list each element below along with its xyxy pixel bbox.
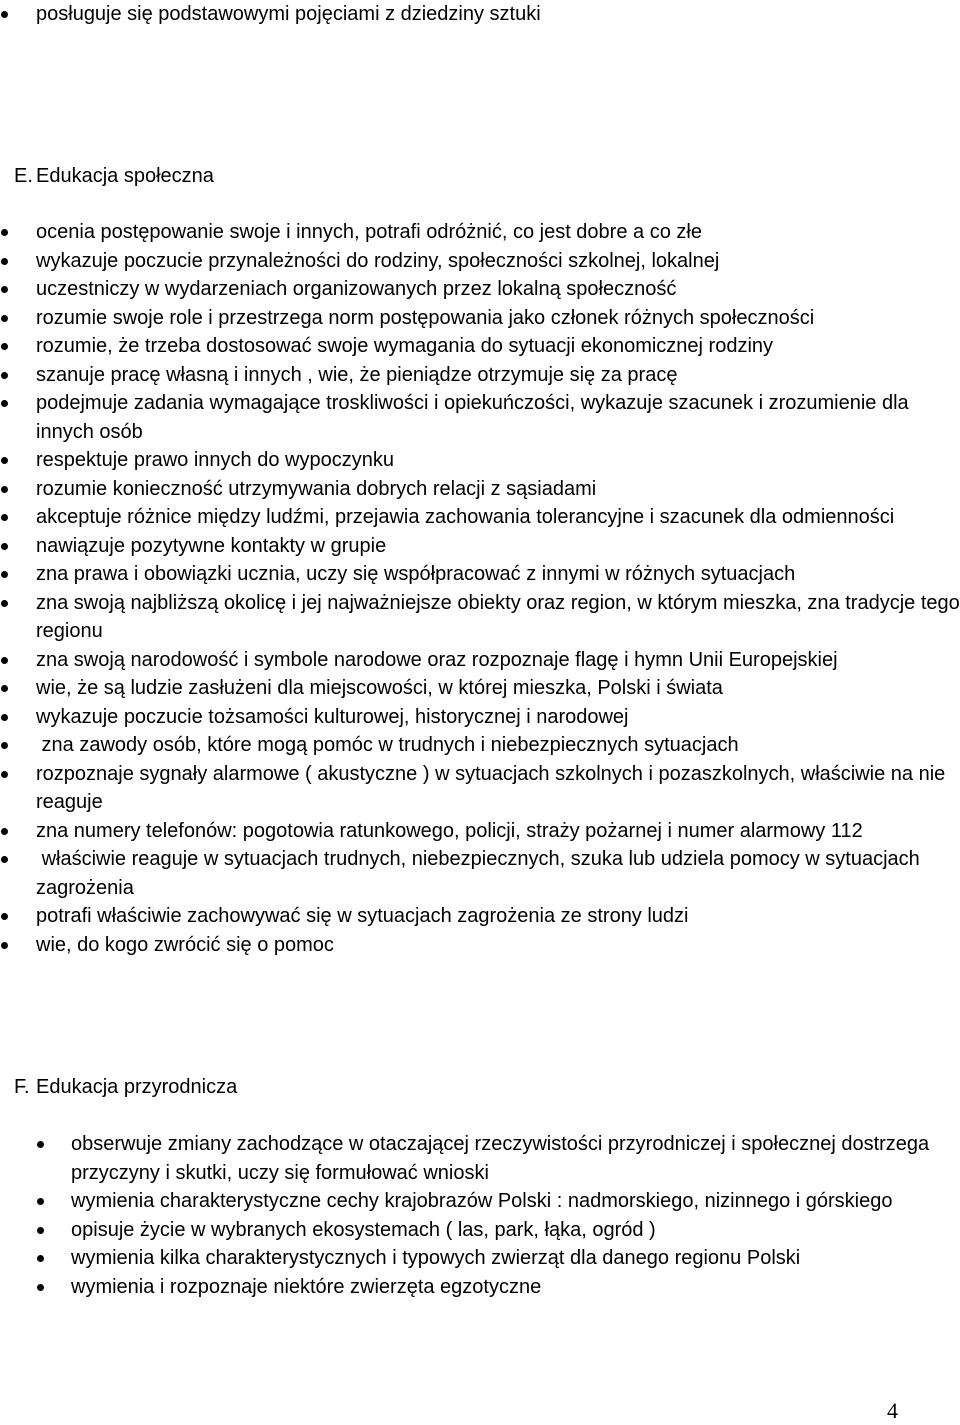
list-item: posługuje się podstawowymi pojęciami z dziedziny sztuki [0,0,950,29]
list-item: respektuje prawo innych do wypoczynku [0,446,960,475]
section-letter: F. [14,1076,30,1098]
list-item: rozumie, że trzeba dostosować swoje wymagania do sytuacji ekonomicznej rodziny [0,332,960,361]
list-item: wie, do kogo zwrócić się o pomoc [0,931,960,960]
list-item: rozumie swoje role i przestrzega norm postępowania jako członek różnych społeczności [0,304,960,333]
section-title: Edukacja przyrodnicza [36,1076,238,1098]
section-heading-f [0,1073,237,1102]
list-item: wykazuje poczucie tożsamości kulturowej, historycznej i narodowej [0,703,960,732]
list-item: uczestniczy w wydarzeniach organizowanych przez lokalną społeczność [0,275,960,304]
list-item: rozpoznaje sygnały alarmowe ( akustyczne ) w sytuacjach szkolnych i pozaszkolnych, właściwie na nie reaguje [0,760,960,817]
list-item: wymienia kilka charakterystycznych i typowych zwierząt dla danego regionu Polski [0,1244,940,1273]
list-item: potrafi właściwie zachowywać się w sytuacjach zagrożenia ze strony ludzi [0,902,960,931]
list-item: zna swoją najbliższą okolicę i jej najważniejsze obiekty oraz region, w którym mieszka, zna tradycje tego regionu [0,589,960,646]
list-item: wie, że są ludzie zasłużeni dla miejscowości, w której mieszka, Polski i świata [0,674,960,703]
list-item: nawiązuje pozytywne kontakty w grupie [0,532,960,561]
list-item: akceptuje różnice między ludźmi, przejawia zachowania tolerancyjne i szacunek dla odmienności [0,503,960,532]
list-item: wykazuje poczucie przynależności do rodziny, społeczności szkolnej, lokalnej [0,247,960,276]
list-item: obserwuje zmiany zachodzące w otaczającej rzeczywistości przyrodniczej i społecznej dostrzega przyczyny i skutki, uczy się formułować wnioski [0,1130,940,1187]
section-letter: E. [14,165,33,187]
bullet-list-edukacja-spoleczna [0,218,960,959]
list-item: wymienia i rozpoznaje niektóre zwierzęta egzotyczne [0,1273,940,1302]
list-item: podejmuje zadania wymagające troskliwości i opiekuńczości, wykazuje szacunek i zrozumienie dla innych osób [0,389,960,446]
list-item: zna zawody osób, które mogą pomóc w trudnych i niebezpiecznych sytuacjach [0,731,960,760]
list-item: opisuje życie w wybranych ekosystemach ( las, park, łąka, ogród ) [0,1216,940,1245]
list-item: ocenia postępowanie swoje i innych, potrafi odróżnić, co jest dobre a co złe [0,218,960,247]
section-heading-e [0,162,214,191]
bullet-list-edukacja-przyrodnicza [0,1130,940,1301]
list-item: szanuje pracę własną i innych , wie, że pieniądze otrzymuje się za pracę [0,361,960,390]
section-title: Edukacja społeczna [36,165,214,187]
list-item: zna swoją narodowość i symbole narodowe oraz rozpoznaje flagę i hymn Unii Europejskiej [0,646,960,675]
list-item: zna prawa i obowiązki ucznia, uczy się współpracować z innymi w różnych sytuacjach [0,560,960,589]
bullet-list-top [0,0,950,29]
list-item: rozumie konieczność utrzymywania dobrych relacji z sąsiadami [0,475,960,504]
list-item: właściwie reaguje w sytuacjach trudnych, niebezpiecznych, szuka lub udziela pomocy w sytuacjach zagrożenia [0,845,960,902]
list-item: wymienia charakterystyczne cechy krajobrazów Polski : nadmorskiego, nizinnego i górskiego [0,1187,940,1216]
page-number: 4 [887,1398,898,1423]
list-item: zna numery telefonów: pogotowia ratunkowego, policji, straży pożarnej i numer alarmowy 112 [0,817,960,846]
